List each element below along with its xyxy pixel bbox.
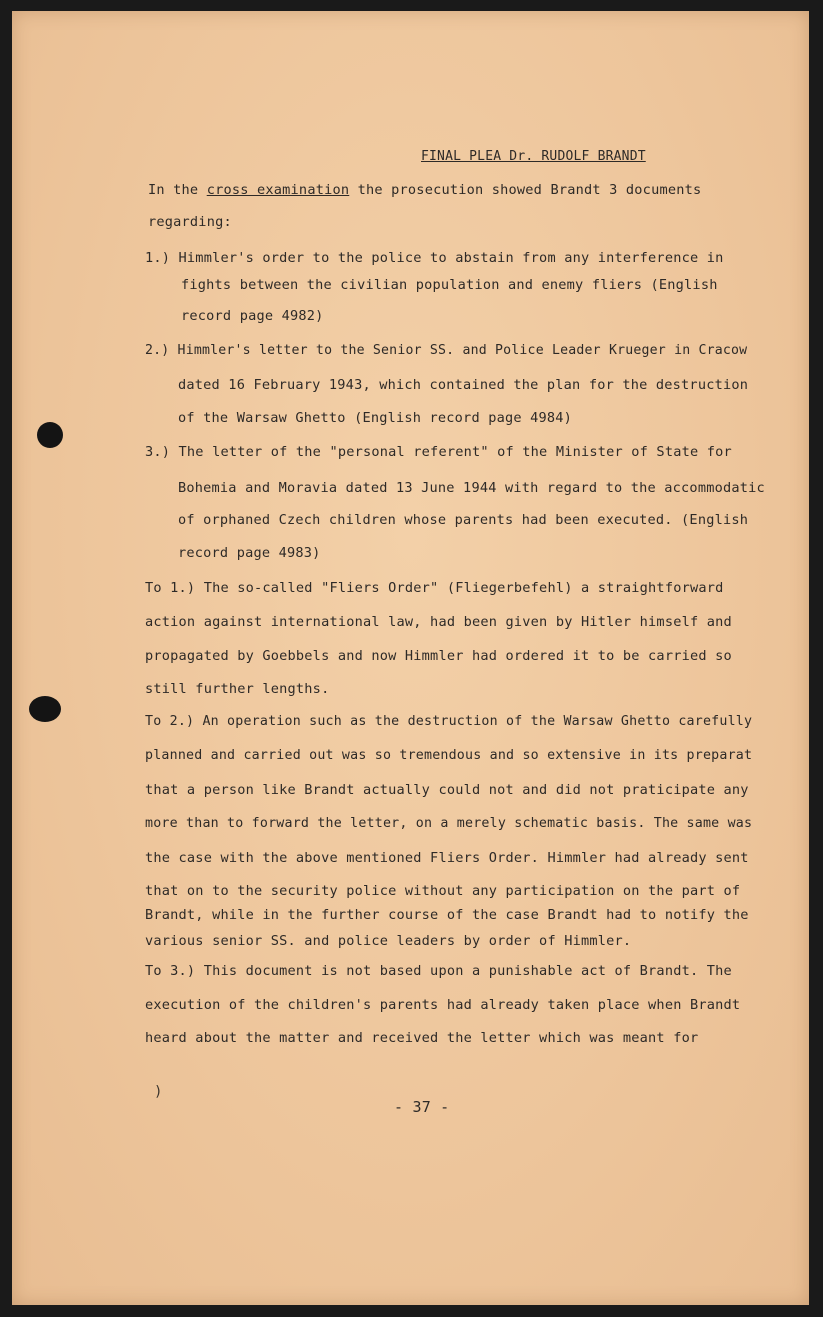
intro-rest: the prosecution showed Brandt 3 documents [349,182,702,198]
item1-line-3: record page 4982) [181,308,324,324]
document-title: FINAL PLEA Dr. RUDOLF BRANDT [421,149,646,164]
to2-line-2: planned and carried out was so tremendous and so extensive in its preparat [145,748,753,763]
intro-prefix: In the [148,182,207,198]
item1-line-1: 1.) Himmler's order to the police to abstain from any interference in [145,250,724,266]
to2-line-1: To 2.) An operation such as the destruction of the Warsaw Ghetto carefully [145,714,753,729]
to2-line-8: various senior SS. and police leaders by order of Himmler. [145,933,632,949]
to2-line-6: that on to the security police without any participation on the part of [145,883,741,899]
intro-line-2: regarding: [148,214,232,230]
item3-line-4: record page 4983) [178,545,321,561]
page-number: - 37 - [394,1098,450,1116]
item3-line-1: 3.) The letter of the "personal referent" of the Minister of State for [145,444,732,460]
to1-line-3: propagated by Goebbels and now Himmler had ordered it to be carried so [145,648,732,664]
punch-hole-top [37,422,63,448]
intro-underlined: cross examination [206,182,350,198]
to2-line-7: Brandt, while in the further course of the case Brandt had to notify the [145,907,749,923]
item3-line-3: of orphaned Czech children whose parents had been executed. (English [178,512,749,528]
item2-line-1: 2.) Himmler's letter to the Senior SS. and Police Leader Krueger in Cracow [145,343,748,358]
pencil-mark: ) [154,1084,163,1100]
to2-line-4: more than to forward the letter, on a merely schematic basis. The same was [145,816,753,831]
to1-line-1: To 1.) The so-called "Fliers Order" (Fliegerbefehl) a straightforward [145,580,724,596]
punch-hole-bottom [29,696,61,722]
to1-line-2: action against international law, had been given by Hitler himself and [145,614,732,630]
to1-line-4: still further lengths. [145,681,330,697]
item1-line-2: fights between the civilian population and enemy fliers (English [181,277,718,293]
item2-line-2: dated 16 February 1943, which contained the plan for the destruction [178,377,749,393]
to2-line-5: the case with the above mentioned Fliers Order. Himmler had already sent [145,850,749,866]
to3-line-3: heard about the matter and received the letter which was meant for [145,1030,699,1046]
to2-line-3: that a person like Brandt actually could not and did not praticipate any [145,782,749,798]
item3-line-2: Bohemia and Moravia dated 13 June 1944 with regard to the accommodatic [178,480,765,496]
to3-line-1: To 3.) This document is not based upon a punishable act of Brandt. The [145,963,732,979]
to3-line-2: execution of the children's parents had already taken place when Brandt [145,997,741,1013]
item2-line-3: of the Warsaw Ghetto (English record page 4984) [178,410,573,426]
intro-line-1 [148,182,701,198]
